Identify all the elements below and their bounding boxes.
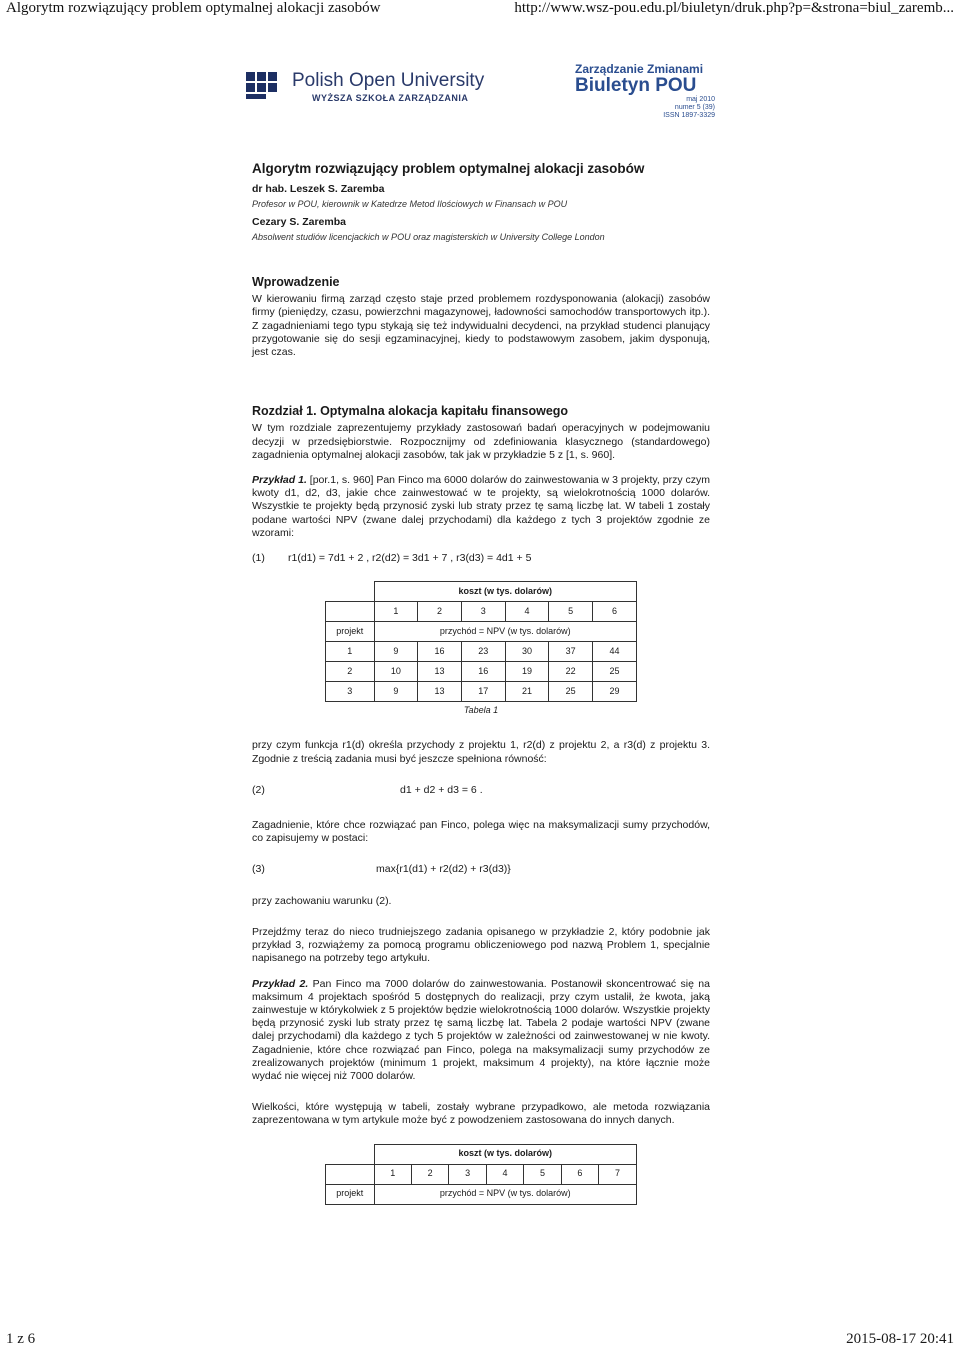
- article-title: Algorytm rozwiązujący problem optymalnej alokacji zasobów: [252, 161, 645, 176]
- bulletin-name: Biuletyn POU: [575, 75, 697, 96]
- page-title: Algorytm rozwiązujący problem optymalnej alokacji zasobów: [6, 0, 381, 16]
- random-paragraph: Wielkości, które występują w tabeli, zostały wybrane przypadkowo, ale metoda rozwiązania zaprezentowana w tym artykule może być z powodzeniem zastosowana do innych danych.: [252, 1101, 710, 1127]
- table-row: [326, 662, 637, 682]
- table1-cell: 37: [549, 642, 593, 662]
- bulletin-top: Zarządzanie Zmianami: [575, 62, 704, 76]
- table1-col: 2: [418, 602, 462, 622]
- author-1-affiliation: Profesor w POU, kierownik w Katedrze Metod Ilościowych w Finansach w POU: [252, 199, 568, 210]
- bulletin-issn: ISSN 1897-3329: [663, 112, 715, 119]
- table2-project-label: projekt: [326, 1184, 375, 1204]
- table1-caption: Tabela 1: [463, 705, 499, 716]
- table1-col: 1: [374, 602, 418, 622]
- equation-3-number: (3): [252, 863, 265, 876]
- table2-cost-header: koszt (w tys. dolarów): [374, 1144, 637, 1164]
- table1-col: 3: [461, 602, 505, 622]
- equation-2: [252, 784, 710, 797]
- pou-subtitle: WYŻSZA SZKOŁA ZARZĄDZANIA: [312, 93, 469, 103]
- table1-cell: 16: [461, 662, 505, 682]
- intro-paragraph: W kierowaniu firmą zarząd często staje przed problemem rozdysponowania (alokacji) zasobów firmy (pieniędzy, czasu, powierzchni magazynowej, ładowności samochodów transportowych itp.). Z zagadnieniami tego typu stykają się też indywidualni decydenci, na przykład studenci planujący przygotowanie się do sesji egzaminacyjnej, kiedy to podstawowym zasobem, jakim dysponują, jest czas.: [252, 293, 710, 359]
- table1-cell: 29: [593, 682, 637, 702]
- equation-3-body: max{r1(d1) + r2(d2) + r3(d3)}: [376, 863, 511, 876]
- after-table1-paragraph: przy czym funkcja r1(d) określa przychody z projektu 1, r2(d) z projektu 2, a r3(d) z projektu 3. Zgodnie z treścią zadania musi być jeszcze spełniona równość:: [252, 739, 710, 765]
- pou-name: Polish Open University: [292, 70, 485, 91]
- table-2: [325, 1144, 637, 1205]
- table-row: [326, 642, 637, 662]
- page-url[interactable]: http://www.wsz-pou.edu.pl/biuletyn/druk.php?p=&strona=biul_zaremb...: [514, 0, 954, 16]
- equation-1-number: (1): [252, 552, 265, 565]
- table1-cell: 13: [418, 682, 462, 702]
- table1-cell: 13: [418, 662, 462, 682]
- table2-col: 1: [374, 1164, 411, 1184]
- table1-cell: 23: [461, 642, 505, 662]
- equation-1-body: r1(d1) = 7d1 + 2 , r2(d2) = 3d1 + 7 , r3(d3) = 4d1 + 5: [288, 552, 532, 565]
- print-header: [6, 0, 954, 22]
- author-2: Cezary S. Zaremba: [252, 215, 346, 228]
- table-row: [326, 682, 637, 702]
- table1-cell: 21: [505, 682, 549, 702]
- table1-cell: 9: [374, 642, 418, 662]
- intro-heading: Wprowadzenie: [252, 275, 340, 290]
- example2-paragraph: [252, 978, 710, 1084]
- table1-cell: 25: [593, 662, 637, 682]
- table2-col: 7: [599, 1164, 637, 1184]
- example1-label: Przykład 1.: [252, 474, 307, 487]
- print-footer: [6, 1326, 954, 1350]
- table1-npv-header: przychód = NPV (w tys. dolarów): [374, 622, 637, 642]
- table1-cell: 25: [549, 682, 593, 702]
- table1-col: 5: [549, 602, 593, 622]
- page-counter: 1 z 6: [6, 1331, 36, 1347]
- table1-cell: 10: [374, 662, 418, 682]
- condition-paragraph: przy zachowaniu warunku (2).: [252, 894, 392, 907]
- table1-cell: 19: [505, 662, 549, 682]
- example2-label: Przykład 2.: [252, 977, 309, 990]
- table1-cell: 44: [593, 642, 637, 662]
- table1-cost-header: koszt (w tys. dolarów): [374, 582, 637, 602]
- finco-paragraph: Zagadnienie, które chce rozwiązać pan Finco, polega więc na maksymalizacji sumy przychodów, co zapisujemy w postaci:: [252, 819, 710, 845]
- table1-cell: 22: [549, 662, 593, 682]
- table1-cell: 17: [461, 682, 505, 702]
- equation-1: [252, 552, 710, 565]
- table1-cell: 1: [326, 642, 375, 662]
- table1-project-label: projekt: [326, 622, 375, 642]
- bulletin-date: maj 2010: [686, 96, 715, 103]
- table1-col: 4: [505, 602, 549, 622]
- table-1: [325, 581, 637, 702]
- table1-cell: 9: [374, 682, 418, 702]
- print-datetime: 2015-08-17 20:41: [846, 1331, 954, 1347]
- table2-col: 4: [486, 1164, 523, 1184]
- table2-col: 5: [524, 1164, 561, 1184]
- chapter1-paragraph: W tym rozdziale zaprezentujemy przykłady zastosowań badań operacyjnych w podejmowaniu decyzji w przedsiębiorstwie. Rozpocznijmy od zdefiniowania klasycznego (standardowego) zagadnienia optymalnej alokacji zasobów, tak jak w przykładzie 5 z [1, s. 960].: [252, 422, 710, 461]
- author-1: dr hab. Leszek S. Zaremba: [252, 183, 385, 196]
- author-2-affiliation: Absolwent studiów licencjackich w POU oraz magisterskich w University College London: [252, 231, 605, 242]
- table2-npv-header: przychód = NPV (w tys. dolarów): [374, 1184, 637, 1204]
- article: [252, 162, 710, 1205]
- table1-cell: 16: [418, 642, 462, 662]
- table1-cell: 30: [505, 642, 549, 662]
- table1-cell: 2: [326, 662, 375, 682]
- example1-text: [por.1, s. 960] Pan Finco ma 6000 dolarów do zainwestowania w 3 projekty, przy czym kwoty d1, d2, d3, jakie chce zainwestować w te projekty, są wielokrotnością 1000 dolarów. Wszystkie te projekty będą przynosić zyski lub straty przez tę samą liczbę lat. W tabeli 1 zostały podane wartości NPV (zwane dalej przychodami) dla każdego z tych 3 projektów zgodnie ze wzorami:: [252, 474, 710, 539]
- equation-2-body: d1 + d2 + d3 = 6 .: [400, 783, 483, 796]
- equation-3: [252, 863, 710, 876]
- bulletin-number: numer 5 (39): [674, 104, 715, 111]
- next-paragraph: Przejdźmy teraz do nieco trudniejszego zadania opisanego w przykładzie 2, który podobnie jak przykład 3, rozwiążemy za pomocą programu obliczeniowego pod nazwą Problem 1, specjalnie napisanego na potrzeby tego artykułu.: [252, 925, 710, 965]
- table2-col: 3: [449, 1164, 486, 1184]
- example1-paragraph: [252, 474, 710, 540]
- chapter1-heading: Rozdział 1. Optymalna alokacja kapitału finansowego: [252, 404, 569, 419]
- table2-col: 2: [411, 1164, 448, 1184]
- pou-logo: [246, 70, 486, 106]
- bulletin-logo: [575, 62, 725, 122]
- example2-text: Pan Finco ma 7000 dolarów do zainwestowania. Postanowił skoncentrować się na maksimum 4 projektach spośród 5 dostępnych do realizacji, przy czym ustalił, że kwota, jaką zainwestuje w którykolwiek z 5 projektów będzie wielokrotnością 1000 dolarów. Wszystkie projekty będą przynosić zyski lub straty przez tę samą liczbę lat. Tabela 2 podaje wartości NPV (zwane dalej przychodami) dla każdego z tych 5 projektów w zależności od zainwestowanej w nie kwoty. Zagadnienie, które chce rozwiązać pan Finco, polega na maksymalizacji sumy przychodów ze zrealizowanych projektów (minimum 1 projekt, maksimum 4 projekty), na które łącznie może wydać nie więcej niż 7000 dolarów.: [252, 977, 710, 1082]
- equation-2-number: (2): [252, 783, 265, 796]
- table2-col: 6: [561, 1164, 598, 1184]
- table1-col: 6: [593, 602, 637, 622]
- table1-cell: 3: [326, 682, 375, 702]
